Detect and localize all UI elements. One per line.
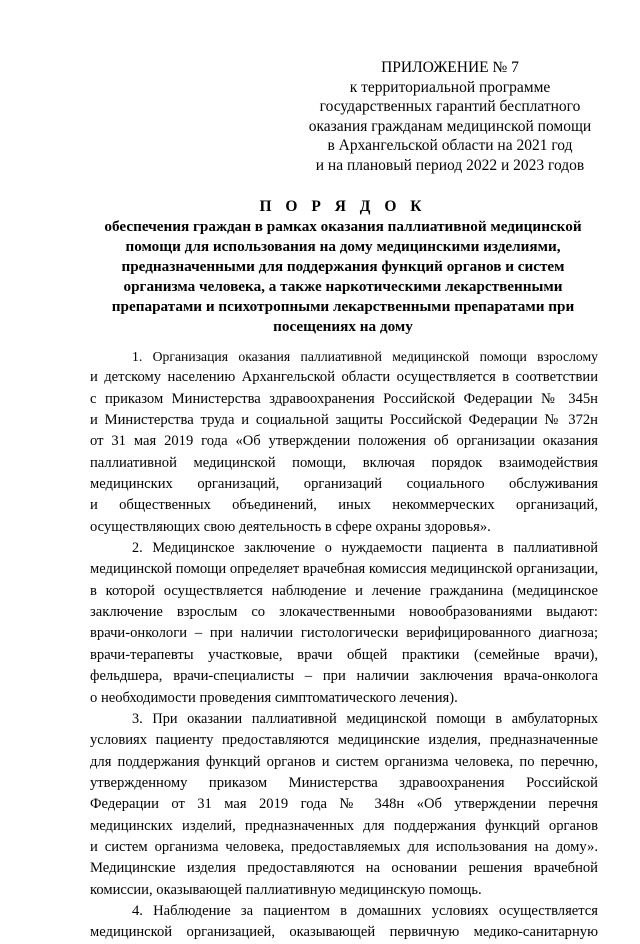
title-line: помощи для использования на дому медицинскими изделиями, xyxy=(125,238,561,255)
appendix-header xyxy=(300,58,600,176)
title-line: предназначенными для поддержания функций органов и систем xyxy=(121,258,565,275)
paragraph-line: медицинской помощи определяет врачебная комиссия медицинской организации, xyxy=(90,561,599,578)
paragraph-line: 1. Организация оказания паллиативной медицинской помощи взрослому xyxy=(132,349,598,364)
paragraph-line: осуществляющих свою деятельность в сфере охраны здоровья». xyxy=(90,518,491,535)
paragraph-4 xyxy=(90,901,598,944)
paragraph-line: заключение взрослым со злокачественными новообразованиями выдают: xyxy=(90,604,598,621)
paragraph-1 xyxy=(90,346,598,538)
paragraph-line: медицинской организацией, оказывающей первичную медико-санитарную xyxy=(90,924,598,941)
appendix-title: ПРИЛОЖЕНИЕ № 7 xyxy=(381,59,519,76)
title-main: П О Р Я Д О К xyxy=(259,198,427,215)
document-body xyxy=(90,346,598,944)
paragraph-line: медицинских организаций, организаций социального обслуживания xyxy=(90,476,598,493)
paragraph-line: комиссии, оказывающей паллиативную медицинскую помощь. xyxy=(90,881,482,898)
paragraph-line: 4. Наблюдение за пациентом в домашних условиях осуществляется xyxy=(132,902,598,919)
paragraph-line: от 31 мая 2019 года «Об утверждении положения об организации оказания xyxy=(90,433,598,450)
paragraph-line: Медицинские изделия предоставляются на основании решения врачебной xyxy=(90,860,598,877)
paragraph-line: врачи-терапевты участковые, врачи общей практики (семейные врачи), xyxy=(90,646,598,663)
title-line: обеспечения граждан в рамках оказания паллиативной медицинской xyxy=(104,218,582,235)
paragraph-line: в которой осуществляется наблюдение и лечение гражданина (медицинское xyxy=(90,582,598,599)
appendix-line: оказания гражданам медицинской помощи xyxy=(308,117,592,135)
paragraph-line: и детскому населению Архангельской области осуществляется в соответствии xyxy=(90,369,598,386)
appendix-line: и на плановый период 2022 и 2023 годов xyxy=(315,156,585,174)
paragraph-line: с приказом Министерства здравоохранения Российской Федерации № 345н xyxy=(90,390,598,407)
paragraph-line: и общественных объединений, иных некоммерческих организаций, xyxy=(90,497,598,514)
paragraph-line: паллиативной медицинской помощи, включая порядок взаимодействия xyxy=(90,454,598,471)
paragraph-line: Федерации от 31 мая 2019 года № 348н «Об утверждении перечня xyxy=(90,796,598,813)
title-line: организма человека, а также наркотическими лекарственными xyxy=(123,278,563,295)
paragraph-line: 3. При оказании паллиативной медицинской помощи в амбулаторных xyxy=(132,710,598,727)
paragraph-line: медицинских изделий, предназначенных для поддержания функций органов xyxy=(90,817,598,834)
title-line: посещениях на дому xyxy=(273,318,413,335)
appendix-line: государственных гарантий бесплатного xyxy=(319,98,581,116)
paragraph-line: фельдшера, врачи-специалисты – при наличии заключения врача-онколога xyxy=(90,668,598,685)
paragraph-line: условиях пациенту предоставляются медицинские изделия, предназначенные xyxy=(90,732,598,749)
paragraph-line: и Министерства труда и социальной защиты Российской Федерации № 372н xyxy=(90,412,598,429)
paragraph-line: и систем организма человека, предоставляемых для использования на дому». xyxy=(90,838,598,855)
paragraph-3 xyxy=(90,709,598,901)
paragraph-line: о необходимости проведения симптоматического лечения). xyxy=(90,689,458,706)
appendix-line: в Архангельской области на 2021 год xyxy=(327,137,573,155)
paragraph-line: утвержденному приказом Министерства здравоохранения Российской xyxy=(90,774,598,791)
paragraph-2 xyxy=(90,538,598,709)
document-title xyxy=(86,197,600,337)
paragraph-line: 2. Медицинское заключение о нуждаемости пациента в паллиативной xyxy=(132,540,598,557)
paragraph-line: врачи-онкологи – при наличии гистологически верифицированного диагноза; xyxy=(90,625,598,642)
paragraph-line: для поддержания функций органов и систем организма человека, по перечню, xyxy=(90,753,598,770)
title-line: препаратами и психотропными лекарственными препаратами при xyxy=(111,298,575,315)
appendix-line: к территориальной программе xyxy=(349,78,551,96)
